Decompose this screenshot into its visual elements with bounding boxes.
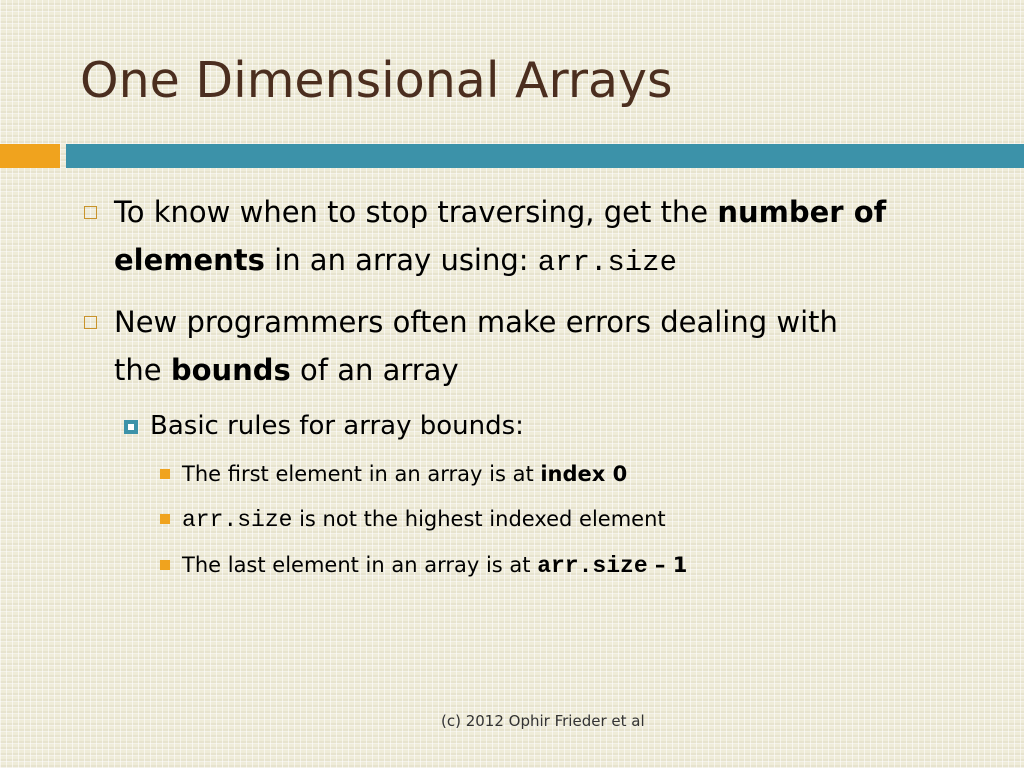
bullet-1-line-2 — [114, 236, 677, 287]
slide-title: One Dimensional Arrays — [80, 52, 673, 109]
code-text: arr.size — [182, 507, 293, 533]
accent-bar-orange — [0, 144, 60, 168]
sub-bullet — [150, 410, 524, 442]
bold-text: index 0 — [540, 462, 628, 486]
orange-square-bullet-icon — [160, 560, 170, 570]
rule-text: is not the highest indexed element — [292, 507, 666, 531]
bold-text: bounds — [170, 353, 291, 387]
rule-item-2 — [182, 504, 666, 535]
bullet-text: of an array — [290, 353, 459, 387]
bullet-text: New programmers often make errors dealing with — [114, 305, 838, 339]
bullet-text: the — [114, 353, 171, 387]
rule-text: The first element in an array is at — [182, 462, 541, 486]
accent-bar-blue — [66, 144, 1024, 168]
bullet-2-line-2 — [114, 346, 459, 394]
rule-text: The last element in an array is at — [182, 553, 538, 577]
bold-text: number of — [717, 195, 887, 229]
code-text: arr.size — [537, 246, 677, 279]
bullet-1-line-1 — [114, 188, 886, 236]
rule-item-3 — [182, 550, 687, 581]
rule-item-1 — [182, 459, 627, 489]
bullet-text: in an array using: — [264, 243, 538, 277]
bullet-text: To know when to stop traversing, get the — [114, 195, 718, 229]
bullet-2-line-1 — [114, 298, 838, 346]
bold-text: – 1 — [647, 553, 688, 577]
footer-copyright: (c) 2012 Ophir Frieder et al — [441, 712, 645, 730]
boxed-square-bullet-icon — [124, 420, 138, 434]
square-bullet-icon — [84, 206, 97, 219]
code-text: arr.size — [537, 553, 648, 579]
orange-square-bullet-icon — [160, 469, 170, 479]
sub-bullet-text: Basic rules for array bounds: — [150, 411, 524, 441]
square-bullet-icon — [84, 316, 97, 329]
orange-square-bullet-icon — [160, 514, 170, 524]
bold-text: elements — [114, 243, 265, 277]
